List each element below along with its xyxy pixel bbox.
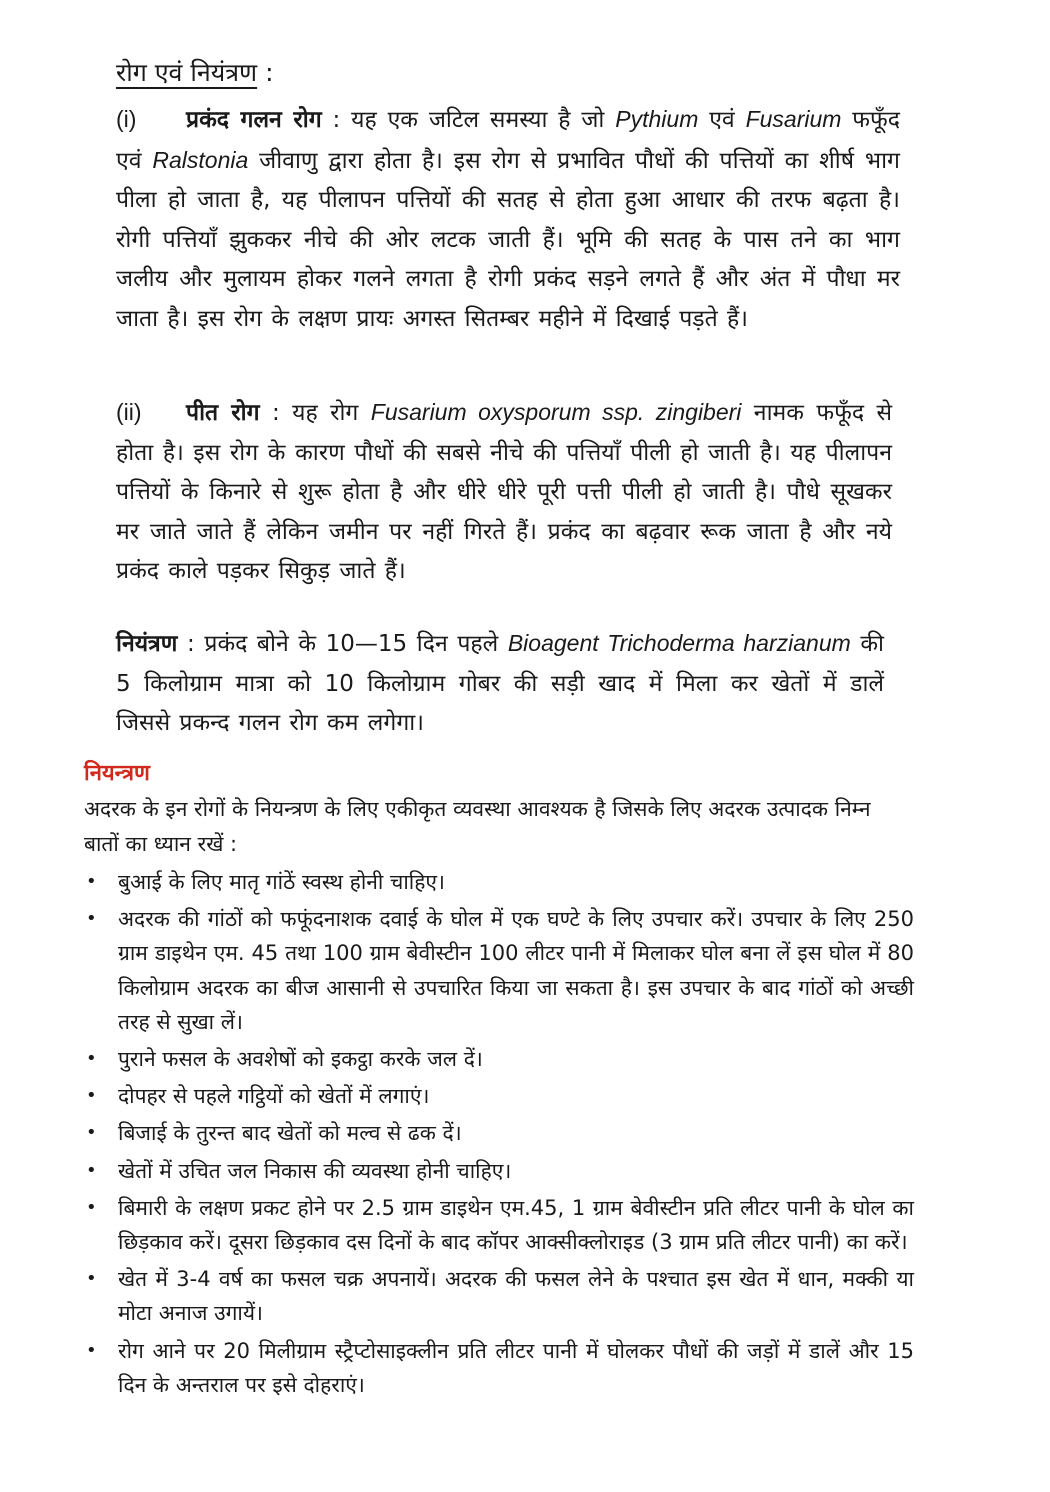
paragraph-text: फफूँद एवं [116, 107, 900, 174]
disease-name: प्रकंद गलन रोग [186, 107, 322, 133]
item-number: (ii) [116, 399, 142, 425]
list-item [84, 902, 914, 1039]
disease-name: पीत रोग [186, 400, 260, 426]
item-number: (i) [116, 106, 137, 132]
list-item [84, 1334, 914, 1402]
list-item [84, 1154, 914, 1188]
control-label: नियंत्रण [116, 631, 178, 657]
paragraph-text: : प्रकंद बोने के 10—15 दिन पहले [177, 631, 508, 657]
rhizome-rot-paragraph [116, 100, 900, 340]
bullet-icon: • [86, 1085, 97, 1107]
list-item [84, 865, 914, 899]
list-item [84, 1116, 914, 1150]
paragraph-text: : यह एक जटिल समस्या है जो [321, 107, 616, 133]
list-item [84, 1079, 914, 1113]
paragraph-text: : यह रोग [259, 400, 371, 426]
control-section-title: नियन्त्रण [84, 761, 150, 786]
section-heading [116, 56, 274, 90]
list-item-text: खेत में 3-4 वर्ष का फसल चक्र अपनायें। अदरक की फसल लेने के पश्चात इस खेत में धान, मक्की या मोटा अनाज उगायें। [118, 1267, 914, 1326]
bullet-icon: • [86, 1268, 97, 1290]
paragraph-text: की 5 किलोग्राम मात्रा को 10 किलोग्राम गोबर की सड़ी खाद में मिला कर खेतों में डालें जिससे प्रकन्द गलन रोग कम लगेगा। [116, 631, 885, 737]
list-item-text: अदरक की गांठों को फफूंदनाशक दवाई के घोल में एक घण्टे के लिए उपचार करें। उपचार के लिए 250 ग्राम डाइथेन एम. 45 तथा 100 ग्राम बेवीस्टीन 100 लीटर पानी में मिलाकर घोल बना लें इस घोल में 80 किलोग्राम अदरक का बीज आसानी से उपचारित किया जा सकता है। इस उपचार के बाद गांठों को अच्छी तरह से सुखा लें। [118, 907, 914, 1034]
scientific-name: Fusarium oxysporum ssp. zingiberi [370, 399, 742, 425]
bullet-icon: • [86, 871, 97, 892]
list-item-text: बिमारी के लक्षण प्रकट होने पर 2.5 ग्राम डाइथेन एम.45, 1 ग्राम बेवीस्टीन प्रति लीटर पानी के घोल का छिड़काव करें। दूसरा छिड़काव दस दिनों के बाद कॉपर आक्सीक्लोराइड (3 ग्राम प्रति लीटर पानी) का करें। [118, 1195, 914, 1255]
bullet-icon: • [86, 1159, 97, 1181]
bullet-icon: • [86, 1122, 97, 1144]
bullet-icon: • [86, 1196, 97, 1218]
section-heading-colon: : [257, 58, 274, 87]
paragraph-text: एवं [698, 107, 746, 133]
paragraph-text: नामक फफूँद से होता है। इस रोग के कारण पौधों की सबसे नीचे की पत्तियाँ पीली हो जाती है। यह पीलापन पत्तियों के किनारे से शुरू होता है और धीरे धीरे पूरी पत्ती पीली हो जाती है। पौधे सूखकर मर जाते जाते हैं लेकिन जमीन पर नहीं गिरते हैं। प्रकंद का बढ़वार रूक जाता है और नये प्रकंद काले पड़कर सिकुड़ जाते हैं। [116, 400, 892, 585]
bullet-icon: • [86, 1339, 97, 1361]
scientific-name: Fusarium [745, 106, 842, 132]
paragraph-text: जीवाणु द्वारा होता है। इस रोग से प्रभावित पौधों की पत्तियों का शीर्ष भाग पीला हो जाता है, यह पीलापन पत्तियों की सतह से होता हुआ आधार की तरफ बढ़ता है। रोगी पत्तियाँ झुककर नीचे की ओर लटक जाती हैं। भूमि की सतह के पास तने का भाग जलीय और मुलायम होकर गलने लगता है रोगी प्रकंद सड़ने लगते हैं और अंत में पौधा मर जाता है। इस रोग के लक्षण प्रायः अगस्त सितम्बर महीने में दिखाई पड़ते हैं। [116, 147, 900, 332]
bullet-icon: • [86, 908, 97, 930]
list-item-text: खेतों में उचित जल निकास की व्यवस्था होनी चाहिए। [118, 1158, 512, 1183]
list-item-text: रोग आने पर 20 मिलीग्राम स्ट्रैप्टोसाइक्लीन प्रति लीटर पानी में घोलकर पौधों की जड़ों में डालें और 15 दिन के अन्तराल पर इसे दोहराएं। [118, 1338, 914, 1397]
list-item-text: बुआई के लिए मातृ गांठें स्वस्थ होनी चाहिए। [118, 870, 445, 894]
list-item [84, 1191, 914, 1259]
section-heading-text: रोग एवं नियंत्रण [116, 58, 258, 87]
list-item [84, 1042, 914, 1076]
yellow-disease-paragraph [116, 393, 892, 592]
control-measures-list [84, 865, 914, 1405]
scientific-name: Bioagent Trichoderma harzianum [507, 630, 851, 656]
control-paragraph [116, 624, 884, 744]
bullet-icon: • [86, 1048, 97, 1070]
scientific-name: Pythium [615, 106, 699, 132]
control-intro: अदरक के इन रोगों के नियन्त्रण के लिए एकीकृत व्यवस्था आवश्यक है जिसके लिए अदरक उत्पादक निम्न बातों का ध्यान रखें : [84, 797, 871, 856]
list-item [84, 1262, 914, 1330]
list-item-text: दोपहर से पहले गट्ठियों को खेतों में लगाएं। [118, 1084, 430, 1109]
scientific-name: Ralstonia [152, 146, 249, 173]
list-item-text: बिजाई के तुरन्त बाद खेतों को मल्व से ढक दें। [118, 1121, 462, 1146]
list-item-text: पुराने फसल के अवशेषों को इकट्ठा करके जल दें। [118, 1047, 483, 1072]
